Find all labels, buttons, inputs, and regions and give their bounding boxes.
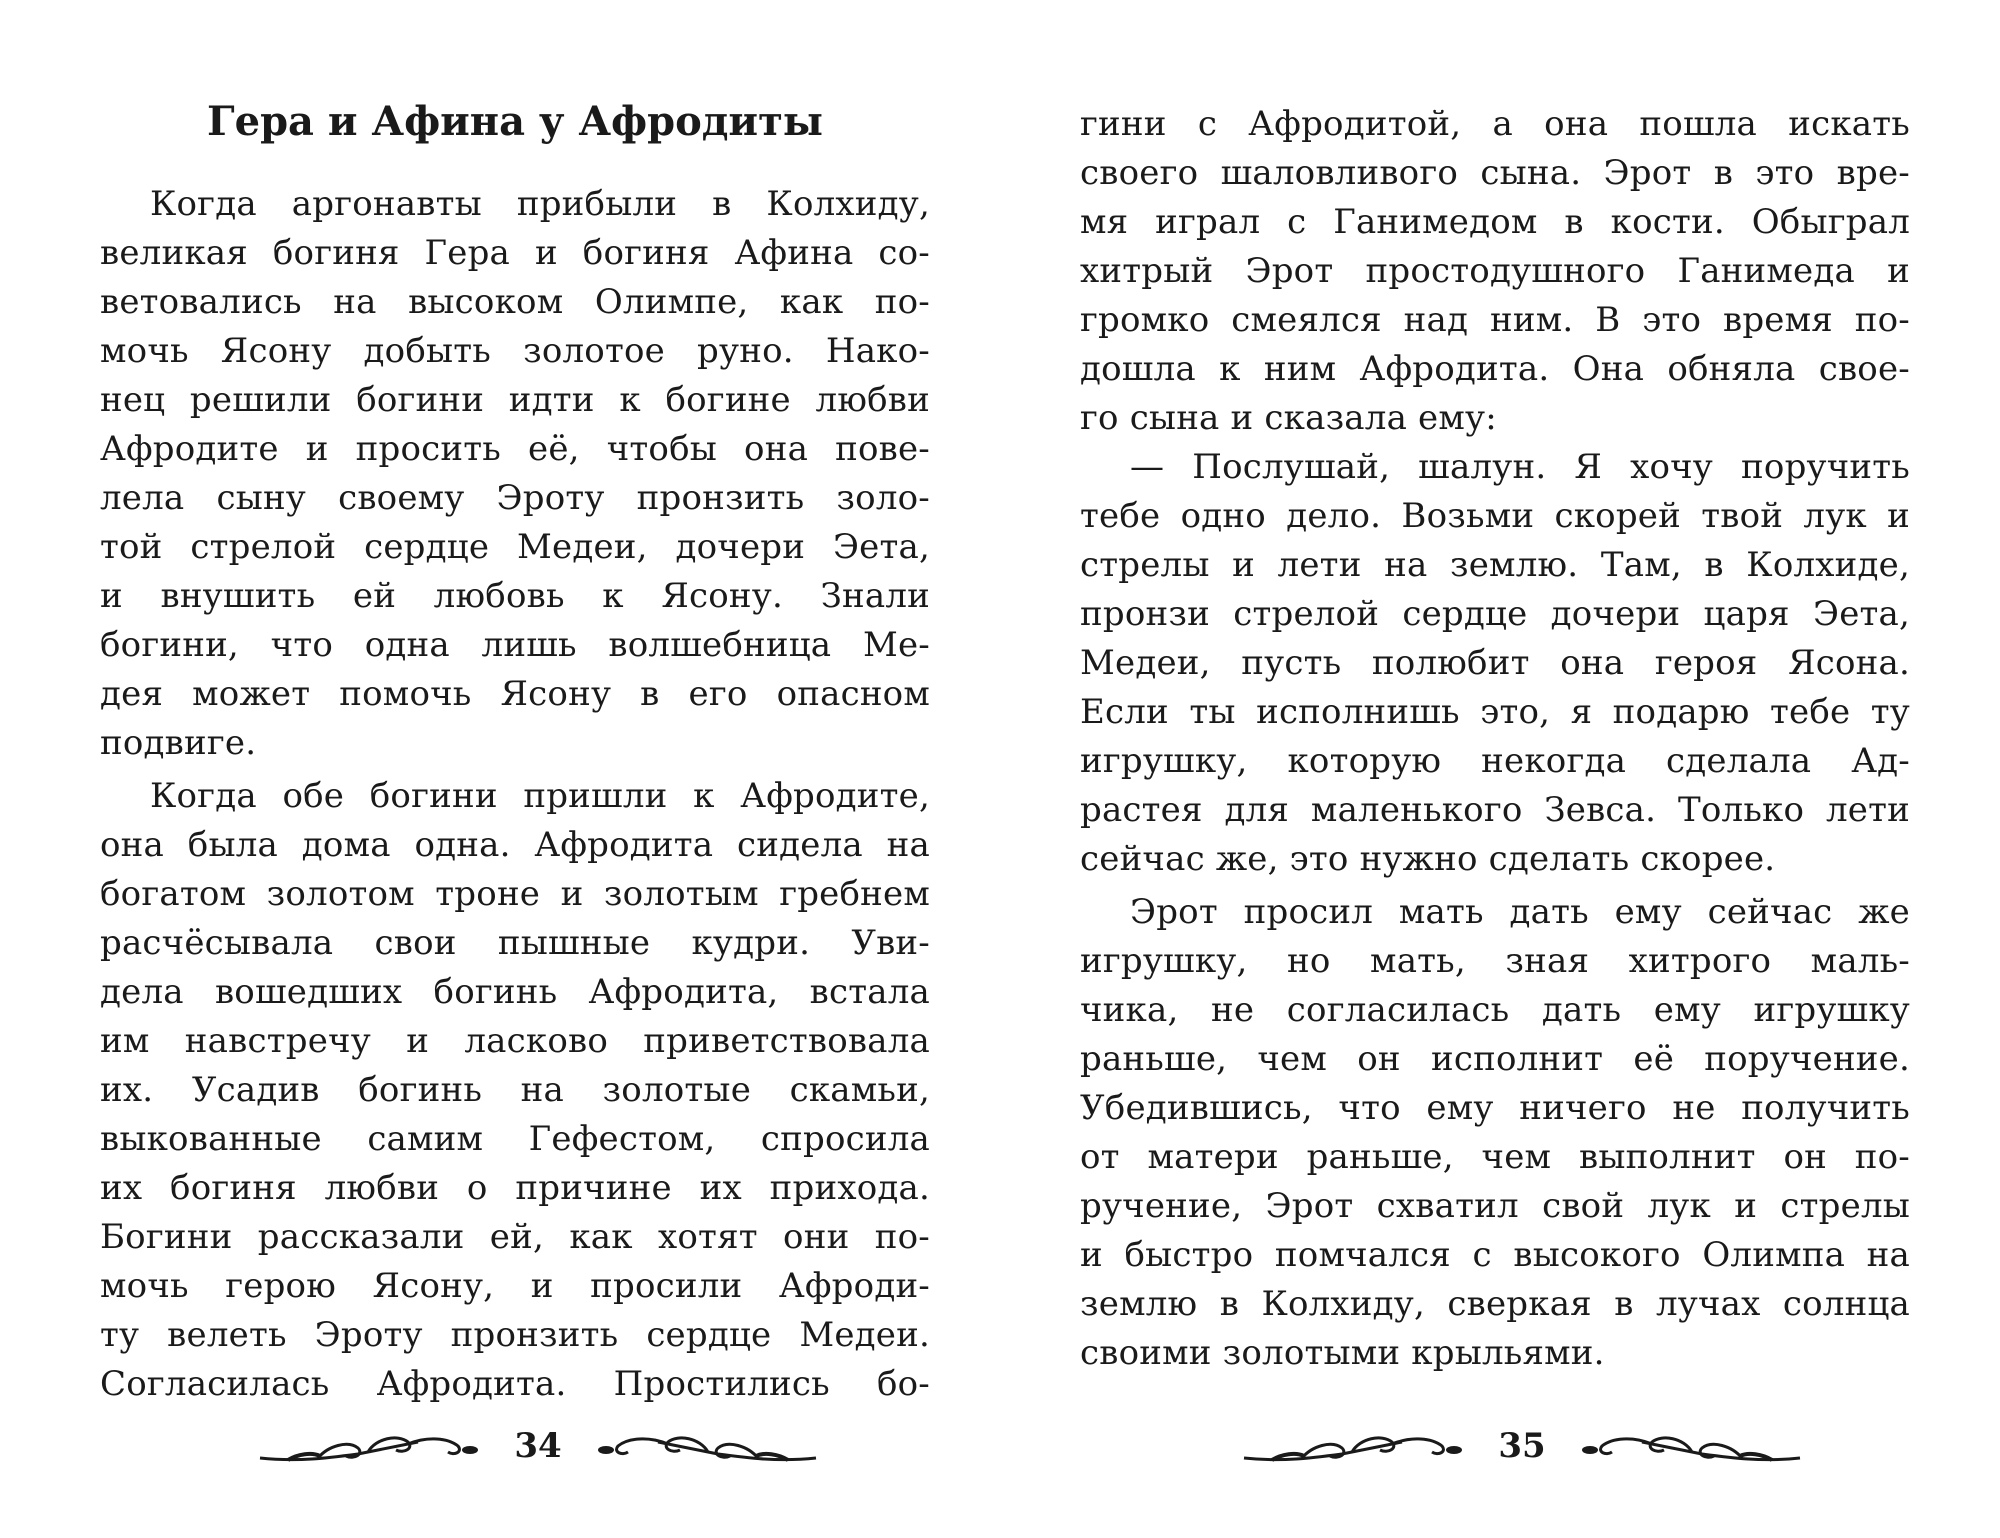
text-line: хитрый Эрот простодушного Ганимеда и (1080, 251, 1910, 291)
text-line: и внушить ей любовь к Ясону. Знали (100, 576, 930, 616)
text-line: Медеи, пусть полюбит она героя Ясона. (1080, 643, 1910, 683)
text-line: своего шаловливого сына. Эрот в это вре- (1080, 153, 1910, 193)
flourish-ornament-icon (588, 1428, 818, 1468)
text-line: Когда аргонавты прибыли в Колхиду, (150, 184, 930, 224)
text-line: громко смеялся над ним. В это время по- (1080, 300, 1910, 340)
page-footer (258, 1420, 818, 1480)
text-line: богини, что одна лишь волшебница Ме- (100, 625, 930, 665)
page-number: 34 (514, 1426, 562, 1466)
text-line: го сына и сказала ему: (1080, 398, 1497, 438)
text-line: выкованные самим Гефестом, спросила (100, 1119, 930, 1159)
text-line: той стрелой сердце Медеи, дочери Эета, (100, 527, 930, 567)
text-line: пронзи стрелой сердце дочери царя Эета, (1080, 594, 1910, 634)
text-line: дела вошедших богинь Афродита, встала (100, 972, 930, 1012)
text-line: Если ты исполнишь это, я подарю тебе ту (1080, 692, 1910, 732)
text-line: дошла к ним Афродита. Она обняла свое- (1080, 349, 1910, 389)
text-line: чика, не согласилась дать ему игрушку (1080, 990, 1910, 1030)
text-line: своими золотыми крыльями. (1080, 1333, 1605, 1373)
text-line: богатом золотом троне и золотым гребнем (100, 874, 930, 914)
text-line: и быстро помчался с высокого Олимпа на (1080, 1235, 1910, 1275)
text-line: раньше, чем он исполнит её поручение. (1080, 1039, 1910, 1079)
text-line: ту велеть Эроту пронзить сердце Медеи. (100, 1315, 930, 1355)
text-line: она была дома одна. Афродита сидела на (100, 825, 930, 865)
text-line: их богиня любви о причине их прихода. (100, 1168, 930, 1208)
text-line: — Послушай, шалун. Я хочу поручить (1130, 447, 1910, 487)
text-line: нец решили богини идти к богине любви (100, 380, 930, 420)
page-number: 35 (1498, 1426, 1546, 1466)
text-line: их. Усадив богинь на золотые скамьи, (100, 1070, 930, 1110)
flourish-ornament-icon (1572, 1428, 1802, 1468)
text-line: подвиге. (100, 723, 257, 763)
text-line: ручение, Эрот схватил свой лук и стрелы (1080, 1186, 1910, 1226)
text-line: дея может помочь Ясону в его опасном (100, 674, 930, 714)
text-line: игрушку, которую некогда сделала Ад- (1080, 741, 1910, 781)
text-line: мочь герою Ясону, и просили Афроди- (100, 1266, 930, 1306)
text-line: стрелы и лети на землю. Там, в Колхиде, (1080, 545, 1910, 585)
chapter-title: Гера и Афина у Афродиты (207, 98, 823, 145)
text-line: расчёсывала свои пышные кудри. Уви- (100, 923, 930, 963)
text-line: сейчас же, это нужно сделать скорее. (1080, 839, 1776, 879)
text-line: землю в Колхиду, сверкая в лучах солнца (1080, 1284, 1910, 1324)
text-line: ветовались на высоком Олимпе, как по- (100, 282, 930, 322)
text-line: тебе одно дело. Возьми скорей твой лук и (1080, 496, 1910, 536)
text-line: от матери раньше, чем выполнит он по- (1080, 1137, 1910, 1177)
text-line: им навстречу и ласково приветствовала (100, 1021, 930, 1061)
text-line: растея для маленького Зевса. Только лети (1080, 790, 1910, 830)
text-line: игрушку, но мать, зная хитрого маль- (1080, 941, 1910, 981)
text-line: лела сыну своему Эроту пронзить золо- (100, 478, 930, 518)
right-page-text (1080, 100, 1910, 1378)
text-line: мя играл с Ганимедом в кости. Обыграл (1080, 202, 1910, 242)
left-page-text (100, 180, 930, 1409)
text-line: Убедившись, что ему ничего не получить (1080, 1088, 1910, 1128)
text-line: гини с Афродитой, а она пошла искать (1080, 104, 1910, 144)
text-line: Согласилась Афродита. Простились бо- (100, 1364, 930, 1404)
right-page (1000, 0, 2000, 1538)
text-line: Афродите и просить её, чтобы она пове- (100, 429, 930, 469)
text-line: мочь Ясону добыть золотое руно. Нако- (100, 331, 930, 371)
page-footer (1242, 1420, 1802, 1480)
text-line: Эрот просил мать дать ему сейчас же (1130, 892, 1910, 932)
text-line: Когда обе богини пришли к Афродите, (150, 776, 930, 816)
text-line: Богини рассказали ей, как хотят они по- (100, 1217, 930, 1257)
text-line: великая богиня Гера и богиня Афина со- (100, 233, 930, 273)
